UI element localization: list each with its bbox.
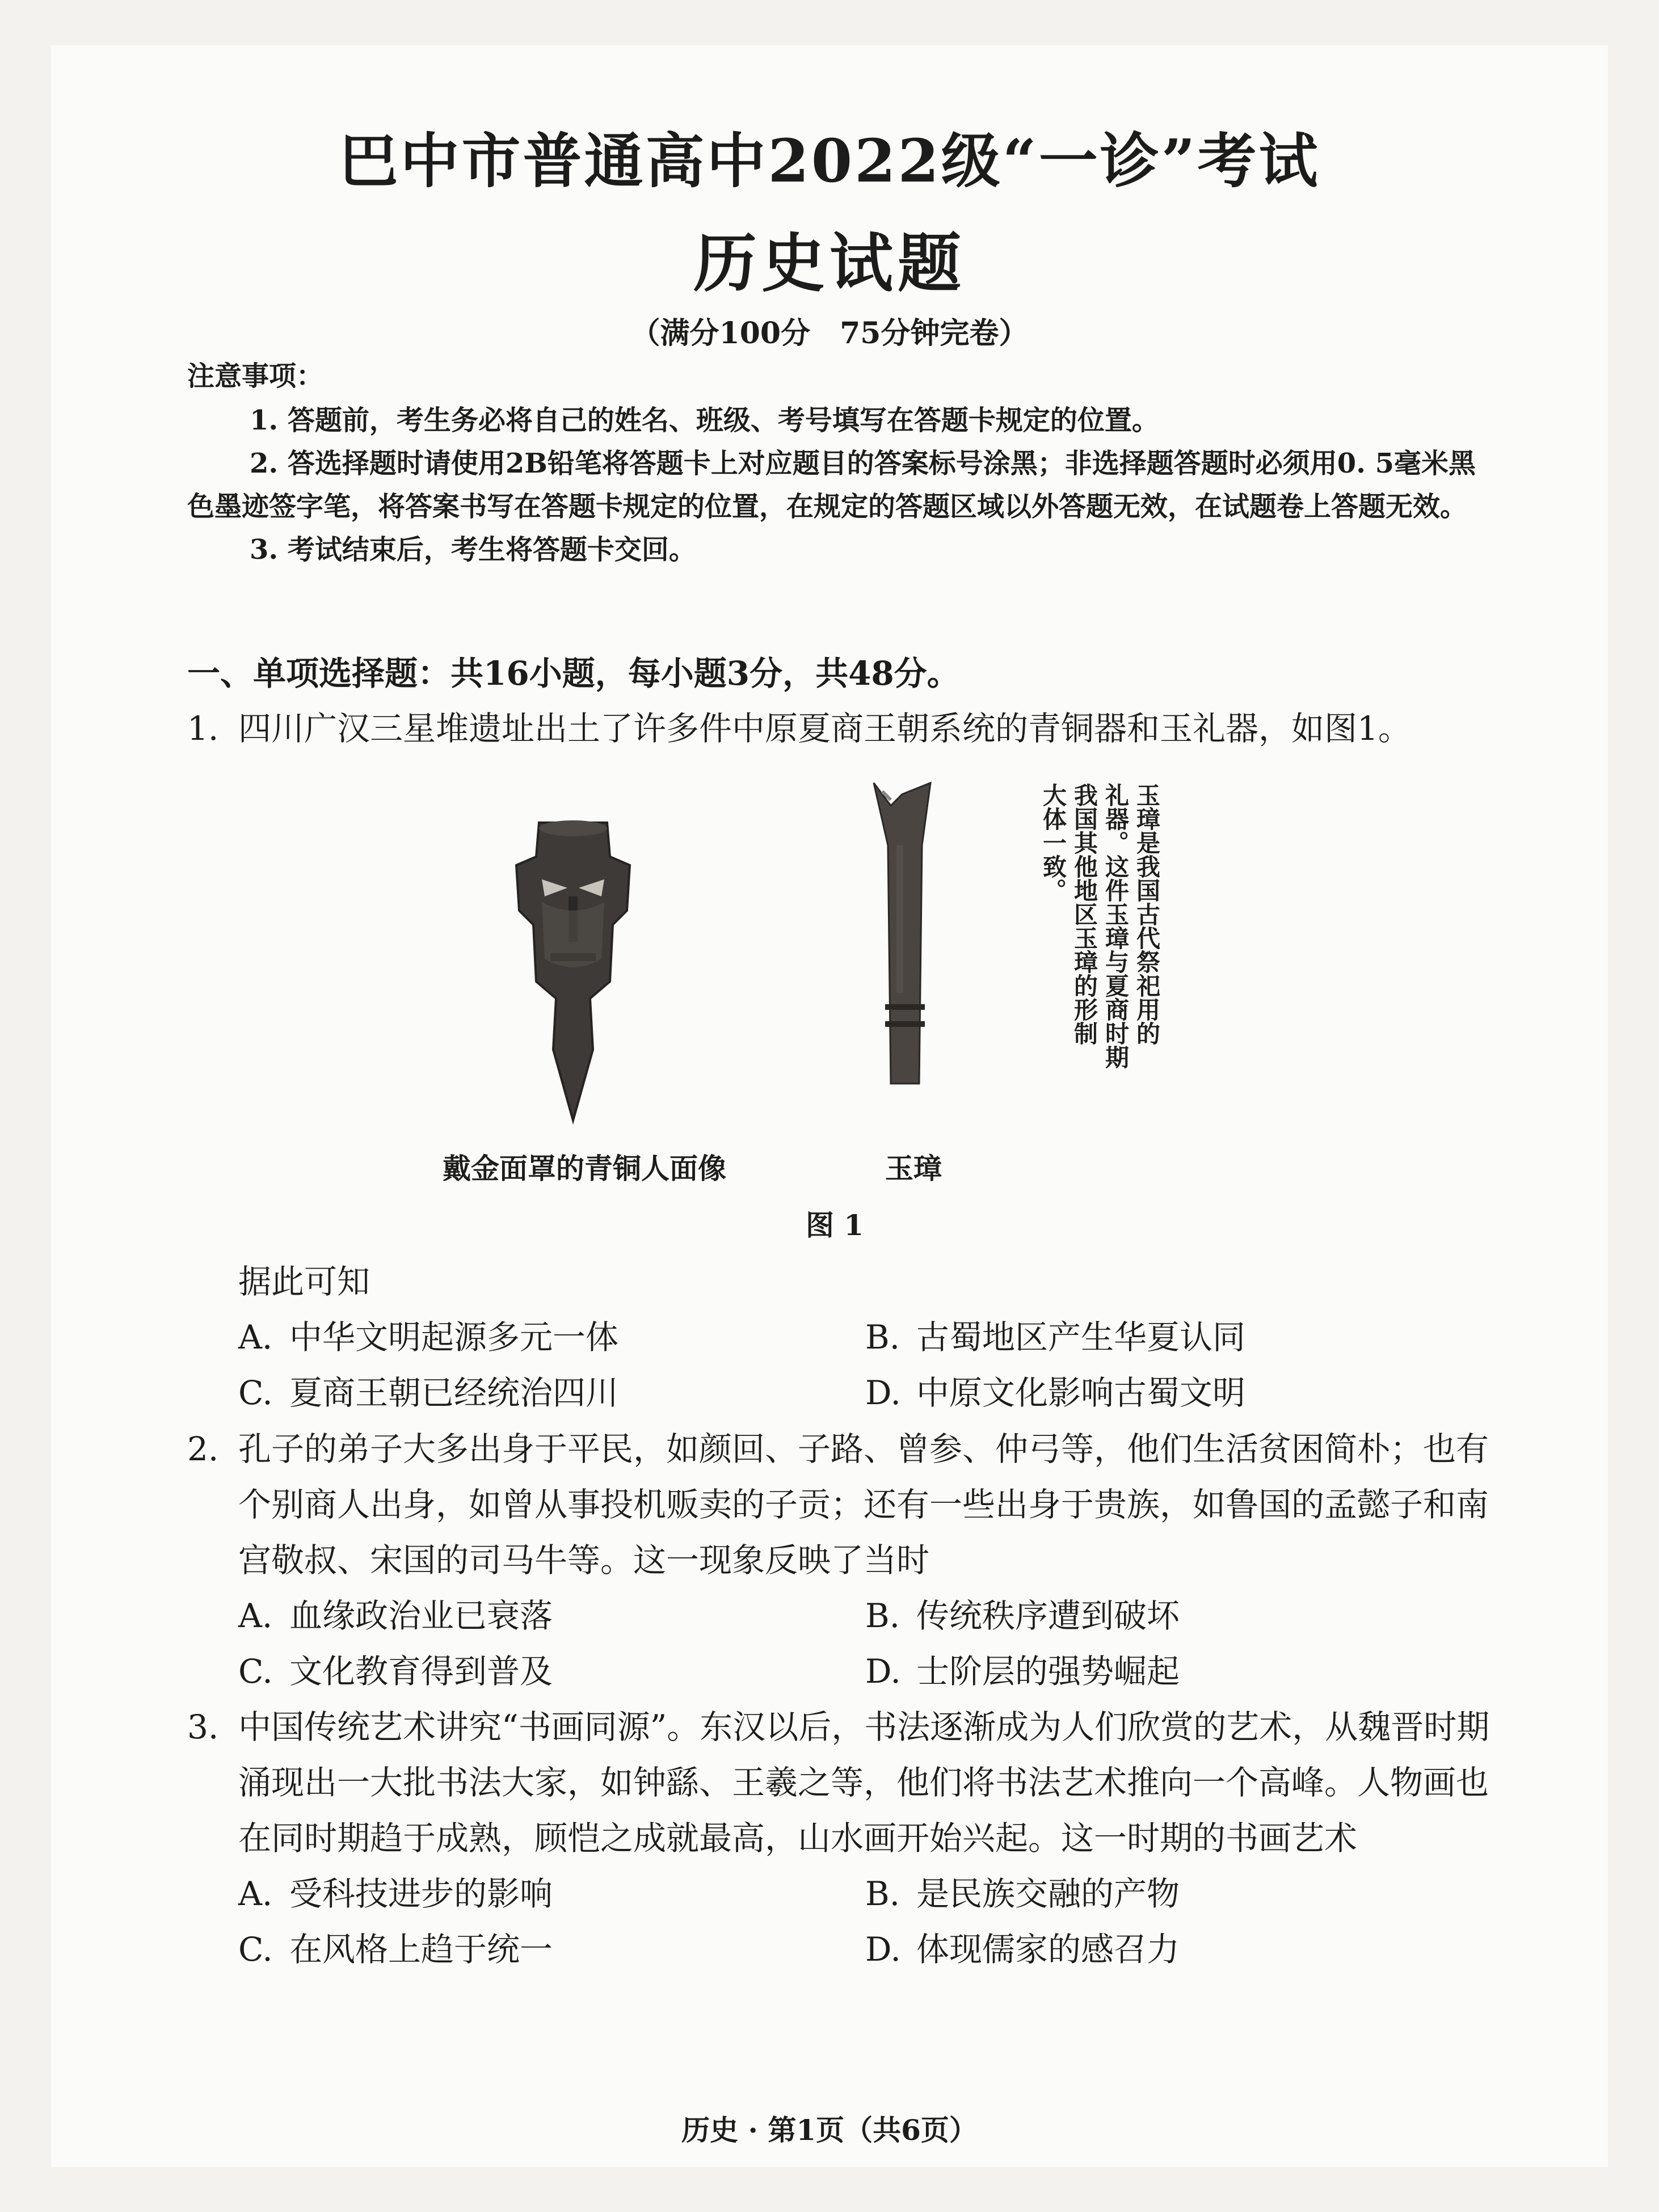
option-b: B. 是民族交融的产物 (865, 1874, 1180, 1913)
question-1-options (187, 1254, 1492, 1421)
notice-heading: 注意事项： (187, 360, 324, 392)
option-c: C. 在风格上趋于统一 (238, 1930, 553, 1969)
option-a: A. 血缘政治业已衰落 (238, 1596, 553, 1635)
jade-zhang-image (862, 777, 953, 1095)
score-time-line: （满分100分 75分钟完卷） (630, 316, 1029, 351)
question-stem (187, 701, 1492, 756)
section-title: 一、单项选择题：共16小题，每小题3分，共48分。 (187, 654, 960, 693)
question-text: 中国传统艺术讲究“书画同源”。东汉以后，书法逐渐成为人们欣赏的艺术，从魏晋时期涌现出一大批书法大家，如钟繇、王羲之等，他们将书法艺术推向一个高峰。人物画也在同时期趋于成熟，顾恺之成就最高，山水画开始兴起。这一时期的书画艺术 (238, 1708, 1490, 1857)
caption-jade-zhang: 玉璋 (885, 1152, 942, 1185)
question-3 (187, 1699, 1492, 1977)
option-c: C. 夏商王朝已经统治四川 (238, 1373, 619, 1412)
notice-block (187, 355, 1481, 571)
figure-note-line: 大体一致。 (1039, 783, 1067, 902)
exam-subtitle: 历史试题 (693, 226, 966, 301)
option-d: D. 体现儒家的感召力 (865, 1930, 1180, 1969)
figure-label: 图 1 (806, 1208, 864, 1242)
notice-item: 1. 答题前，考生务必将自己的姓名、班级、考号填写在答题卡规定的位置。 (250, 405, 1159, 436)
option-c: C. 文化教育得到普及 (238, 1652, 553, 1691)
bronze-head-image (488, 811, 658, 1129)
question-number: 2. (187, 1430, 219, 1468)
question-text: 四川广汉三星堆遗址出土了许多件中原夏商王朝系统的青铜器和玉礼器，如图1。 (238, 709, 1411, 748)
notice-item: 3. 考试结束后，考生将答题卡交回。 (250, 534, 696, 566)
option-a: A. 中华文明起源多元一体 (238, 1318, 619, 1356)
option-d: D. 中原文化影响古蜀文明 (865, 1373, 1246, 1412)
question-1 (187, 701, 1492, 756)
question-lead: 据此可知 (238, 1262, 370, 1301)
option-b: B. 古蜀地区产生华夏认同 (865, 1318, 1246, 1356)
question-stem (187, 1421, 1492, 1588)
question-number: 1. (187, 709, 219, 748)
option-d: D. 士阶层的强势崛起 (865, 1652, 1180, 1691)
figure-note-line: 礼器。这件玉璋与夏商时期 (1102, 783, 1130, 1069)
exam-title: 巴中市普通高中2022级“一诊”考试 (339, 126, 1320, 196)
page-footer: 历史 · 第1页（共6页） (681, 2113, 978, 2147)
question-number: 3. (187, 1708, 219, 1746)
question-2 (187, 1421, 1492, 1699)
option-a: A. 受科技进步的影响 (238, 1874, 553, 1913)
notice-item: 2. 答选择题时请使用2B铅笔将答题卡上对应题目的答案标号涂黑；非选择题答题时必须用0. 5毫米黑色墨迹签字笔，将答案书写在答题卡规定的位置，在规定的答题区域以外答题无效，在试题卷上答题无效。 (187, 448, 1476, 523)
figure-note-line: 玉璋是我国古代祭祀用的 (1133, 783, 1161, 1045)
caption-bronze-head: 戴金面罩的青铜人面像 (443, 1152, 726, 1185)
figure-note-line: 我国其他地区玉璋的形制 (1071, 783, 1098, 1045)
question-stem (187, 1699, 1492, 1866)
option-b: B. 传统秩序遭到破坏 (865, 1596, 1180, 1635)
figure-1 (0, 777, 1659, 1208)
question-text: 孔子的弟子大多出身于平民，如颜回、子路、曾参、仲弓等，他们生活贫困简朴；也有个别商人出身，如曾从事投机贩卖的子贡；还有一些出身于贵族，如鲁国的孟懿子和南宫敬叔、宋国的司马牛等。这一现象反映了当时 (238, 1430, 1489, 1579)
